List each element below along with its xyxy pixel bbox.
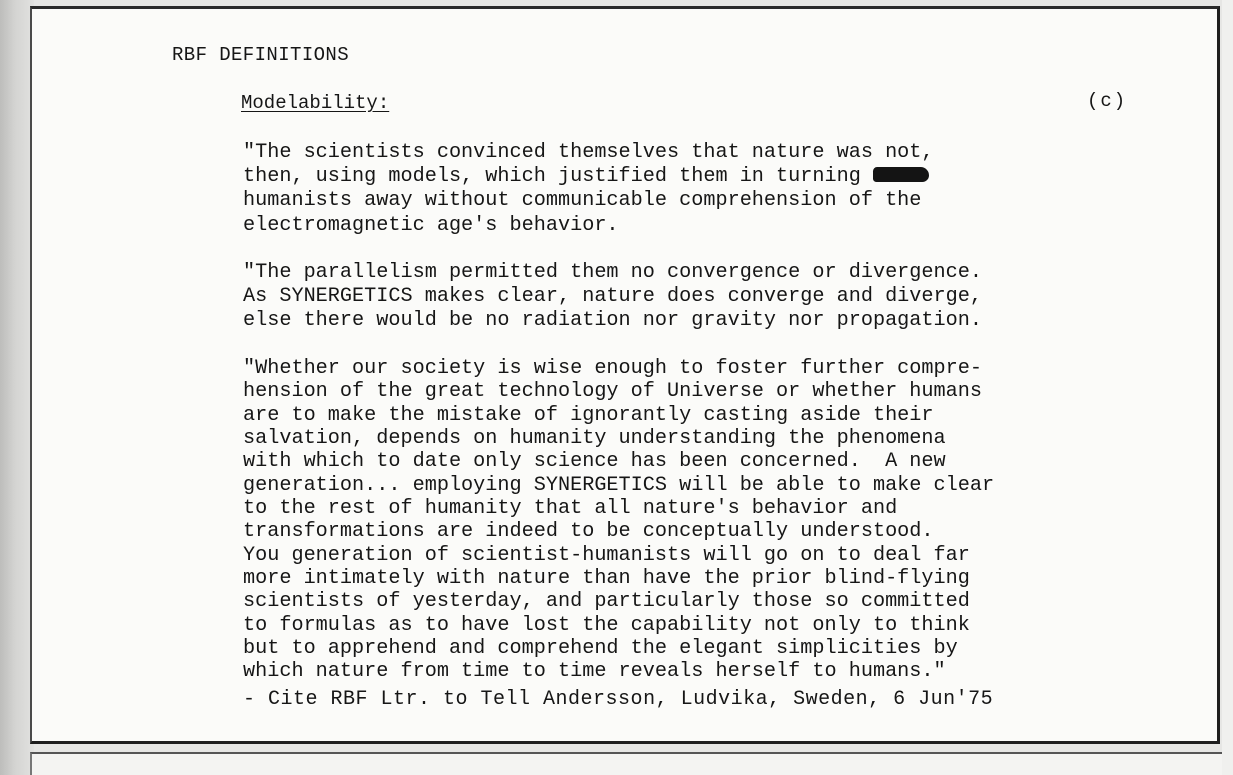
text-line: are to make the mistake of ignorantly casting aside their [243, 403, 934, 427]
text-line-with-redaction [243, 165, 934, 189]
text-line: more intimately with nature than have the prior blind-flying [243, 567, 970, 591]
redaction-mark [873, 167, 929, 182]
next-card-edge [30, 752, 1222, 775]
text-line: scientists of yesterday, and particularly those so committed [243, 590, 970, 614]
text-line: electromagnetic age's behavior. [243, 213, 619, 237]
text-line: You generation of scientist-humanists will go on to deal far [243, 543, 970, 567]
text-line: As SYNERGETICS makes clear, nature does converge and diverge, [243, 285, 982, 309]
text-line: with which to date only science has been concerned. A new [243, 450, 946, 474]
text-line: "The scientists convinced themselves that nature was not, [243, 141, 934, 164]
quote-paragraph-2 [243, 261, 982, 334]
text-line: generation... employing SYNERGETICS will be able to make clear [243, 473, 995, 497]
quote-paragraph-3 [243, 357, 994, 684]
right-paper-strip [1222, 0, 1233, 775]
quote-paragraph-1 [243, 141, 934, 238]
text-line: hension of the great technology of Universe or whether humans [243, 380, 982, 404]
text-line: humanists away without communicable comprehension of the [243, 189, 922, 213]
definition-term: Modelability: [241, 92, 390, 114]
text-line: transformations are indeed to be conceptually understood. [243, 520, 934, 544]
page-edge-shadow [0, 0, 34, 775]
card-sequence-label: (c) [1087, 90, 1128, 112]
text-line: which nature from time to time reveals herself to humans." [243, 660, 946, 684]
text-line: then, using models, which justified them in turning [243, 165, 861, 189]
text-line: to formulas as to have lost the capability not only to think [243, 613, 970, 637]
text-line: "The parallelism permitted them no convergence or divergence. [243, 261, 982, 284]
text-line: salvation, depends on humanity understanding the phenomena [243, 427, 946, 451]
citation-line: - Cite RBF Ltr. to Tell Andersson, Ludvika, Sweden, 6 Jun'75 [243, 688, 994, 711]
text-line: "Whether our society is wise enough to foster further compre- [243, 357, 982, 380]
card-header: RBF DEFINITIONS [172, 44, 350, 66]
text-line: but to apprehend and comprehend the elegant simplicities by [243, 637, 958, 661]
text-line: else there would be no radiation nor gravity nor propagation. [243, 309, 982, 333]
text-line: to the rest of humanity that all nature's behavior and [243, 497, 898, 521]
